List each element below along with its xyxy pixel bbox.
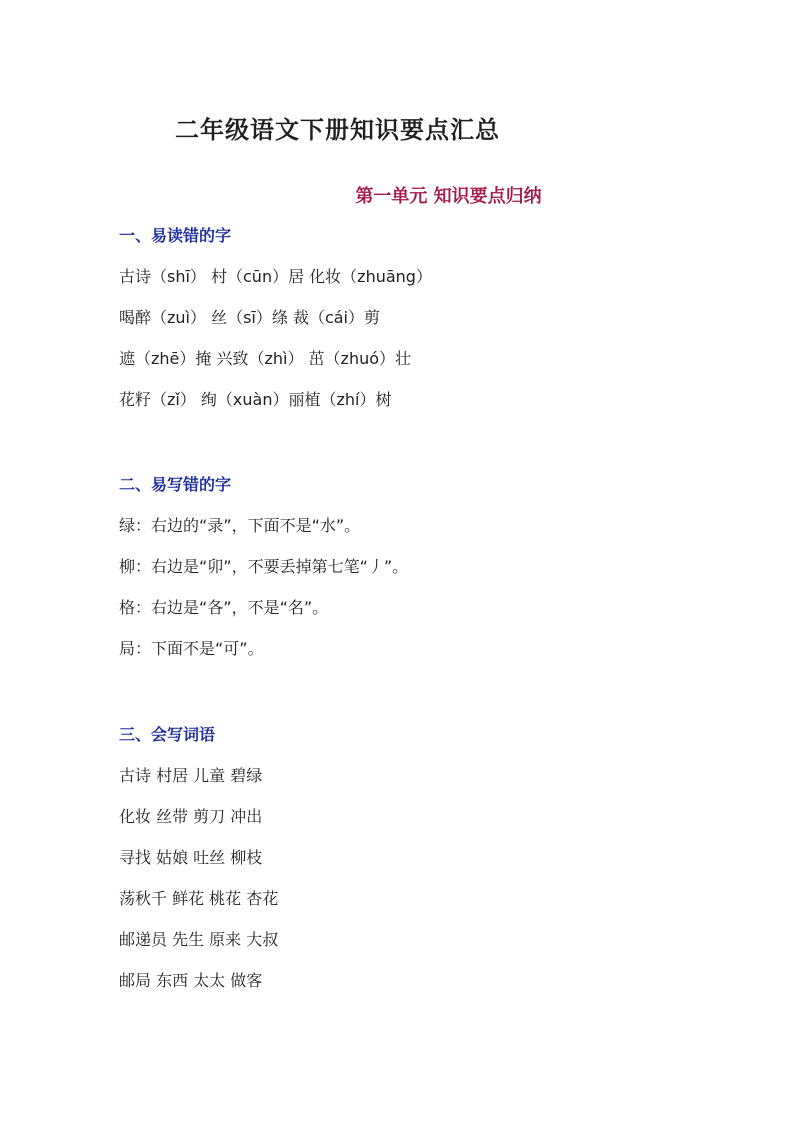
list-item: 局：下面不是“可”。 <box>119 639 264 658</box>
list-item: 柳：右边是“卯”，不要丢掉第七笔“丿”。 <box>119 557 409 576</box>
unit-title <box>0 182 793 208</box>
list-item: 遮（zhē）掩 兴致（zhì） 茁（zhuó）壮 <box>119 349 412 368</box>
list-item: 邮递员 先生 原来 大叔 <box>119 930 279 949</box>
unit-title-text: 第一单元 知识要点归纳 <box>355 186 542 207</box>
section-vocabulary <box>119 724 719 992</box>
list-item: 绿：右边的“录”，下面不是“水”。 <box>119 516 361 535</box>
list-item: 喝醉（zuì） 丝（sī）绦 裁（cái）剪 <box>119 308 380 327</box>
document-title: 二年级语文下册知识要点汇总 <box>175 116 500 144</box>
section-heading: 一、易读错的字 <box>119 226 232 245</box>
list-item: 花籽（zǐ） 绚（xuàn）丽植（zhí）树 <box>119 390 392 409</box>
list-item: 格：右边是“各”，不是“名”。 <box>119 598 329 617</box>
list-item: 古诗 村居 儿童 碧绿 <box>119 766 263 785</box>
section-heading: 二、易写错的字 <box>119 475 232 494</box>
section-misread-characters <box>119 225 719 411</box>
list-item: 寻找 姑娘 吐丝 柳枝 <box>119 848 263 867</box>
section-miswritten-characters <box>119 474 719 660</box>
list-item: 荡秋千 鲜花 桃花 杏花 <box>119 889 279 908</box>
section-heading: 三、会写词语 <box>119 725 216 744</box>
list-item: 古诗（shī） 村（cūn）居 化妆（zhuāng） <box>119 267 432 286</box>
list-item: 邮局 东西 太太 做客 <box>119 971 263 990</box>
list-item: 化妆 丝带 剪刀 冲出 <box>119 807 263 826</box>
